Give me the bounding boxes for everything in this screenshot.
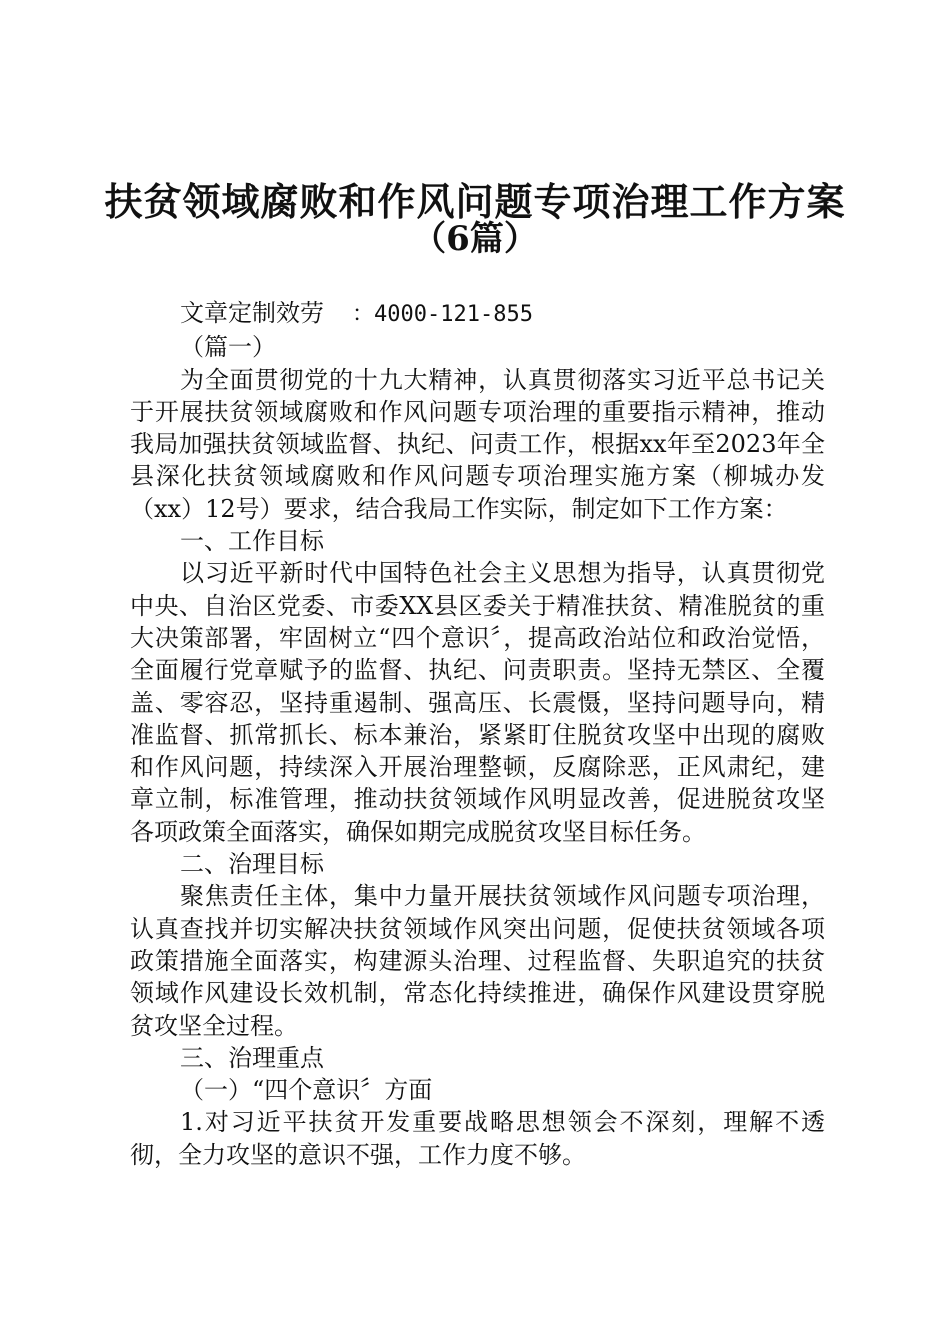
paragraph-targets: 聚焦责任主体，集中力量开展扶贫领域作风问题专项治理，认真查找并切实解决扶贫领域作风突出问题，促使扶贫领域各项政策措施全面落实，构建源头治理、过程监督、失职追究的扶贫领域作风建设长效机制，常态化持续推进，确保作风建设贯穿脱贫攻坚全过程。 [130,882,825,1040]
list-item-1: 1.对习近平扶贫开发重要战略思想领会不深刻，理解不透彻，全力攻坚的意识不强，工作力度不够。 [130,1108,825,1169]
document-title-count: （6篇） [412,219,538,259]
paragraph-intro: 为全面贯彻党的十九大精神，认真贯彻落实习近平总书记关于开展扶贫领域腐败和作风问题专项治理的重要指示精神，推动我局加强扶贫领域监督、执纪、问责工作，根据xx年至2023年全县深化扶贫领域腐败和作风问题专项治理实施方案（柳城办发（xx）12号）要求，结合我局工作实际，制定如下工作方案： [130,365,825,523]
paragraph-goals: 以习近平新时代中国特色社会主义思想为指导，认真贯彻党中央、自治区党委、市委XX县区委关于精准扶贫、精准脱贫的重大决策部署，牢固树立“四个意识〞，提高政治站位和政治觉悟，全面履行党章赋予的监督、执纪、问责职责。坚持无禁区、全覆盖、零容忍，坚持重遏制、强高压、长震慑，坚持问题导向，精准监督、抓常抓长、标本兼治，紧紧盯住脱贫攻坚中出现的腐败和作风问题，持续深入开展治理整顿，反腐除恶，正风肃纪，建章立制，标准管理，推动扶贫领域作风明显改善，促进脱贫攻坚各项政策全面落实，确保如期完成脱贫攻坚目标任务。 [130,559,825,846]
section-heading-focus: 三、治理重点 [180,1043,324,1072]
service-phone: ：4000-121-855 [352,302,533,327]
service-contact-line [130,297,825,331]
section-heading-targets: 二、治理目标 [180,850,324,879]
service-label: 文章定制效劳 [180,299,324,327]
section-heading-goals: 一、工作目标 [180,527,324,556]
document-body [130,297,825,1171]
document-title: 扶贫领域腐败和作风问题专项治理工作方案 [104,179,846,224]
sub-heading-four-consciousness: （一）“四个意识〞方面 [180,1076,433,1105]
chapter-label: （篇一） [180,333,276,362]
